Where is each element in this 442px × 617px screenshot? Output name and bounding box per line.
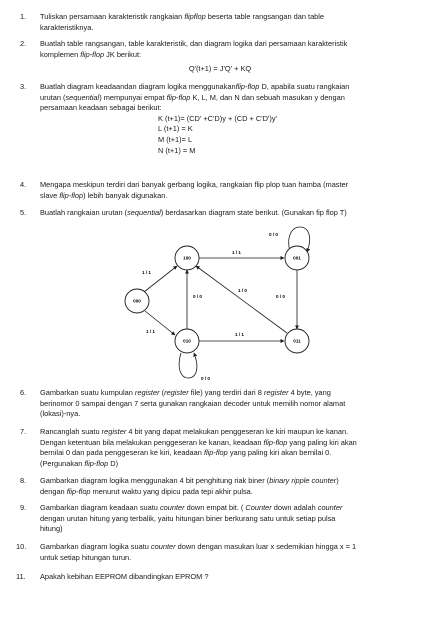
edge-label: 1 / 0: [238, 288, 247, 293]
text: (Pergunakan: [40, 458, 85, 468]
text: Gambarkan suatu kumpulan: [40, 388, 135, 397]
question-6: [10, 388, 430, 420]
question-9: [10, 503, 430, 535]
text-italic: flip-flop: [235, 82, 260, 91]
state-label: 010: [183, 338, 191, 344]
text: D, apabila suatu rangkaian: [259, 82, 350, 91]
text: Mengapa meskipun terdiri dari banyak gerbang logika, rangkaian flip plop tuan hamba (master: [40, 180, 349, 189]
text: Gambarkan diagram logika menggunakan 4 bit penghitung riak biner (: [40, 476, 270, 485]
text: Buatlah rangkaian urutan (: [40, 208, 128, 217]
text-italic: register: [164, 388, 189, 397]
text-italic: flip-flop: [166, 92, 191, 102]
question-number: 3.: [20, 82, 27, 91]
text: dengan: [40, 486, 67, 496]
text: Buatlah diagram keadaandan diagram logika menggunakan: [40, 82, 236, 91]
text: komplemen: [40, 49, 81, 59]
text-italic: counter: [150, 542, 176, 551]
text: yang paling kiri akan bernilai 0.: [227, 448, 332, 458]
edge-label: 0 / 0: [269, 232, 278, 237]
question-7: [10, 427, 430, 469]
text-italic: register: [101, 427, 127, 436]
state-node-001: [285, 246, 309, 270]
question-number: 8.: [20, 476, 27, 485]
text: bernilai 0 dan pada penggeseran ke kiri, keadaan: [40, 448, 204, 458]
self-loop-010: [179, 353, 197, 378]
question-number: 2.: [20, 39, 27, 48]
text: berinomor 0 sampai dengan 7 serta gunakan rangkaian decoder untuk memilih nomor alamat: [40, 398, 346, 408]
state-label: 100: [183, 255, 191, 261]
text: karakteristiknya.: [40, 22, 94, 32]
text-italic: flip-flop: [66, 486, 91, 496]
question-10: [10, 542, 430, 563]
text: menurut waktu yang dipicu pada tepi akhir pulsa.: [90, 486, 253, 496]
text: K, L, M, dan N dan sebuah masukan y dengan: [190, 92, 345, 102]
text: ) berdasarkan diagram state berikut. (Gunakan fip flop T): [160, 208, 347, 217]
equation: M (t+1)= L: [158, 134, 193, 144]
state-node-000: [125, 289, 149, 313]
state-node-010: [175, 329, 199, 353]
text: Rancanglah suatu: [40, 427, 102, 436]
text: persamaan keadaan sebagai berikut:: [40, 103, 162, 113]
text: file) yang terdiri dari 8: [188, 388, 264, 397]
edge-label: 1 / 1: [146, 329, 155, 334]
text: beserta table rangsangan dan table: [205, 12, 325, 21]
text-italic: Counter: [245, 503, 272, 512]
state-node-100: [175, 246, 199, 270]
text: dengan urutan hitung yang terbalik, yaitu hitungan biner berkurang satu untuk setiap pulsa: [40, 513, 336, 523]
question-number: 11.: [16, 572, 26, 581]
text: Tuliskan persamaan karakteristik rangkaian: [40, 12, 185, 21]
edge-label: 0 / 0: [201, 376, 210, 381]
text: 4 byte, yang: [288, 388, 331, 397]
text: slave: [40, 190, 60, 200]
question-8: [10, 476, 430, 497]
text-italic: flip-flop: [80, 49, 105, 59]
state-node-011: [285, 329, 309, 353]
edge-label: 1 / 1: [232, 250, 241, 255]
state-label: 011: [293, 338, 301, 344]
text-italic: flipflop: [184, 12, 206, 21]
text: yang paling kiri akan: [287, 437, 357, 447]
question-number: 6.: [20, 388, 27, 397]
question-number: 7.: [20, 427, 27, 436]
state-label: 001: [293, 255, 301, 261]
text: Gambarkan diagram keadaan suatu: [40, 503, 160, 512]
text: ) mempunyai empat: [99, 92, 167, 102]
question-number: 1.: [20, 12, 27, 21]
equation: N (t+1) = M: [158, 145, 196, 155]
text: down dengan masukan luar x sedemikian hingga x = 1: [175, 542, 357, 551]
text: urutan (: [40, 92, 66, 102]
edge-011-100: [196, 266, 287, 333]
edge-label: 0 / 0: [276, 294, 285, 299]
text: Dengan ketentuan bila melakukan penggeseran ke kanan, keadaan: [40, 437, 264, 447]
text-italic: sequential: [65, 92, 100, 102]
text: (: [159, 388, 165, 397]
text: Apakah kebihan EEPROM dibandingkan EPROM ?: [40, 572, 209, 581]
text-italic: flip-flop: [263, 437, 288, 447]
text: Buatlah table rangsangan, table karakteristik, dan diagram logika dari persamaan karakteristik: [40, 39, 348, 48]
text: 4 bit yang dapat melakukan penggeseran ke kiri maupun ke kanan.: [126, 427, 349, 436]
edge-label: 0 / 0: [193, 294, 202, 299]
equation: Q'(t+1) = J'Q' + KQ: [188, 64, 252, 74]
text: (lokasi)-nya.: [40, 409, 81, 419]
question-number: 4.: [20, 180, 27, 189]
text-italic: flip-flop: [59, 190, 84, 200]
edge-label: 1 / 1: [142, 270, 151, 275]
equation: K (t+1)= (CD' +C'D)y + (CD + C'D')y': [158, 113, 277, 123]
text-italic: register: [263, 388, 289, 397]
question-number: 10.: [16, 542, 27, 551]
text: Gambarkan diagram logika suatu: [40, 542, 151, 551]
text: hitung): [40, 524, 63, 534]
text-italic: sequential: [127, 208, 161, 217]
text: ) lebih banyak digunakan.: [83, 190, 168, 200]
text-italic: register: [134, 388, 160, 397]
state-label: 000: [133, 298, 141, 304]
text-italic: binary ripple counter: [269, 476, 337, 485]
question-11: [10, 572, 430, 583]
text: down adalah: [271, 503, 318, 512]
question-number: 5.: [20, 208, 27, 217]
equation: L (t+1) = K: [158, 124, 193, 134]
text-italic: flip-flop: [203, 448, 228, 458]
text-italic: counter: [317, 503, 343, 512]
text: untuk setiap hitungan turun.: [40, 552, 132, 562]
edge-label: 1 / 1: [235, 332, 244, 337]
text: D): [108, 458, 119, 468]
text: ): [336, 476, 339, 485]
text-italic: counter: [159, 503, 185, 512]
question-number: 9.: [20, 503, 27, 512]
text: JK berikut:: [104, 49, 142, 59]
text: down empat bit. (: [184, 503, 246, 512]
text-italic: flip-flop: [84, 458, 109, 468]
